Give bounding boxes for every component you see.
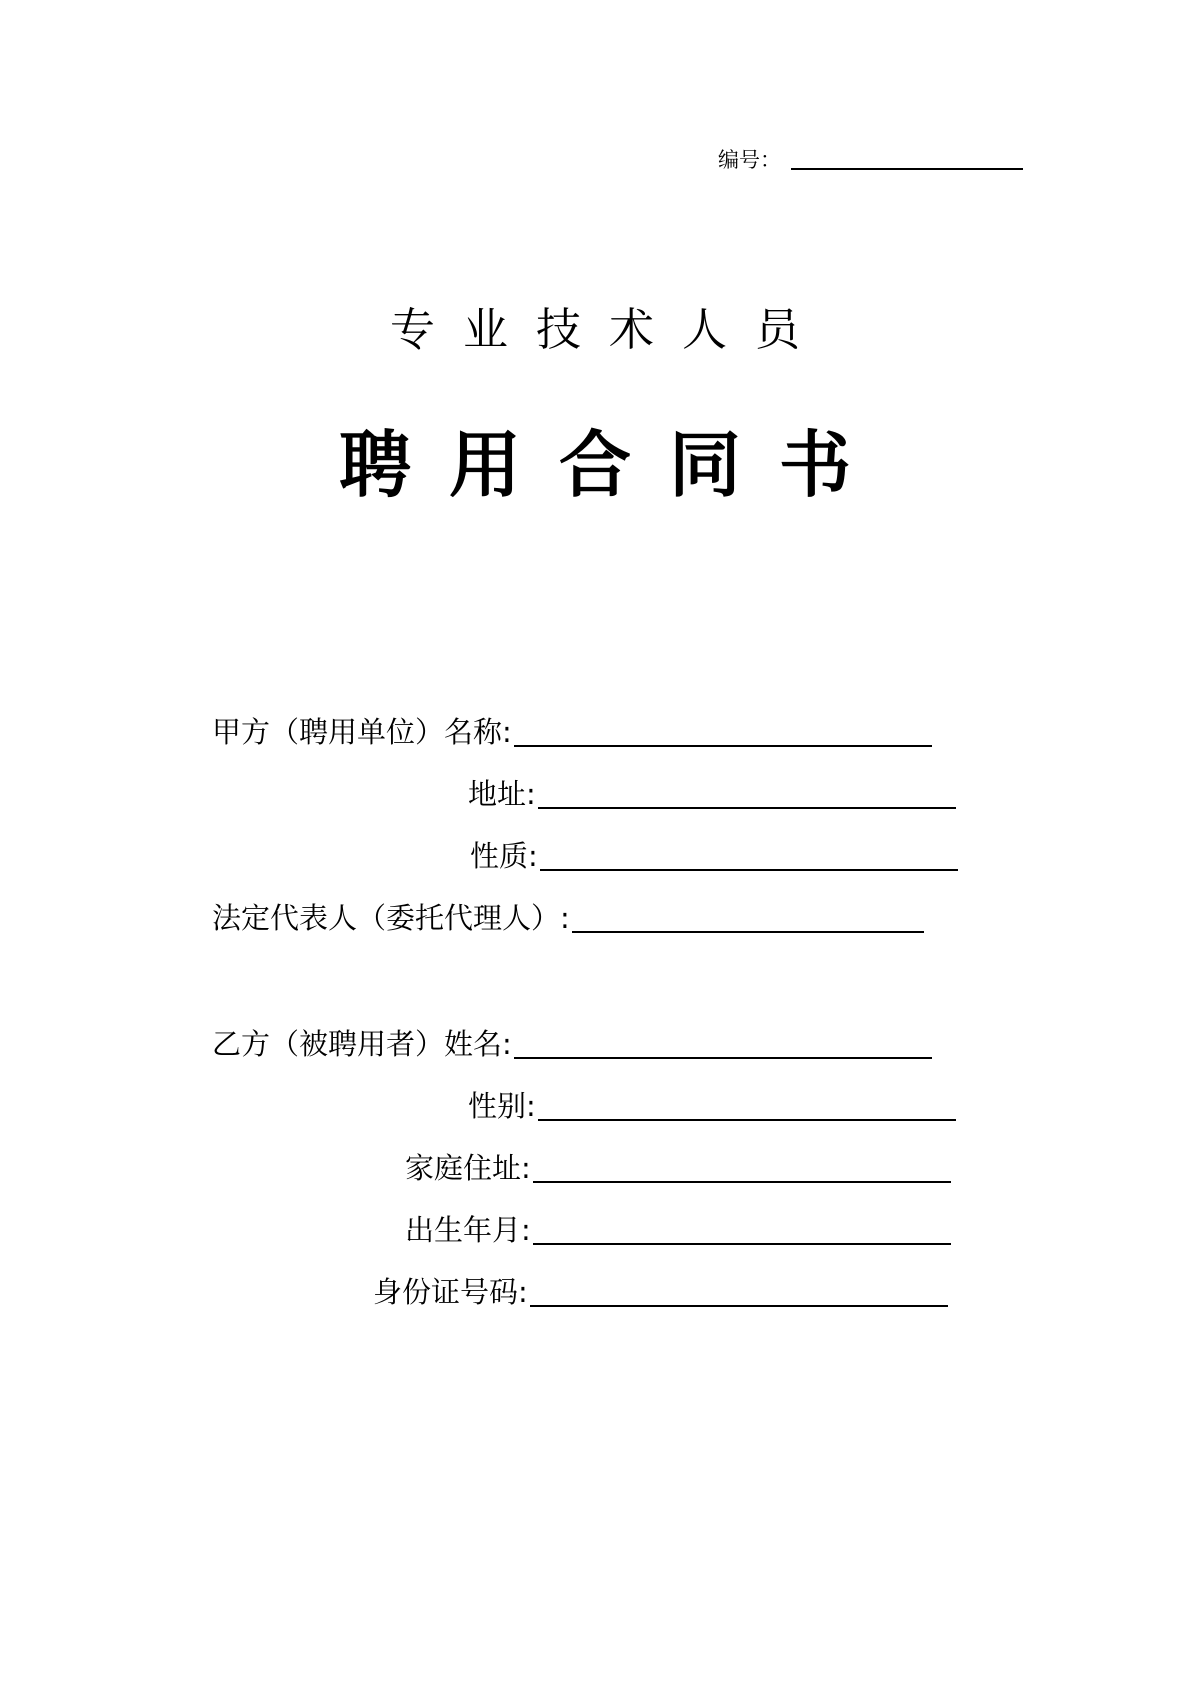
serial-number-label: 编号：: [718, 148, 781, 172]
party-b-id-field: [373, 1270, 948, 1310]
party-a-representative-label: 法定代表人（委托代理人）:: [212, 901, 570, 935]
page-subtitle: 专业技术人员: [389, 303, 828, 356]
party-a-name-blank[interactable]: [514, 745, 932, 747]
party-b-birth-label: 出生年月:: [405, 1213, 531, 1247]
party-b-home-address-blank[interactable]: [533, 1181, 951, 1183]
page-title: 聘用合同书: [338, 423, 889, 507]
party-a-name-label: 甲方（聘用单位）名称:: [212, 715, 512, 749]
party-a-nature-blank[interactable]: [540, 869, 958, 871]
party-a-address-field: [468, 772, 956, 812]
party-a-address-label: 地址:: [468, 777, 536, 811]
party-b-id-blank[interactable]: [530, 1305, 948, 1307]
party-b-id-label: 身份证号码:: [373, 1275, 528, 1309]
party-a-address-blank[interactable]: [538, 807, 956, 809]
party-b-birth-field: [405, 1208, 951, 1248]
party-b-birth-blank[interactable]: [533, 1243, 951, 1245]
party-b-name-field: [212, 1022, 932, 1062]
party-a-representative-field: [212, 896, 924, 936]
party-b-home-address-field: [405, 1146, 951, 1186]
serial-number-blank[interactable]: [791, 168, 1023, 170]
party-a-nature-field: [470, 834, 958, 874]
party-b-home-address-label: 家庭住址:: [405, 1151, 531, 1185]
party-a-name-field: [212, 710, 932, 750]
party-b-gender-field: [468, 1084, 956, 1124]
party-a-nature-label: 性质:: [470, 839, 538, 873]
party-b-name-blank[interactable]: [514, 1057, 932, 1059]
party-b-gender-label: 性别:: [468, 1089, 536, 1123]
serial-number-field: [718, 148, 1023, 172]
party-b-name-label: 乙方（被聘用者）姓名:: [212, 1027, 512, 1061]
party-b-gender-blank[interactable]: [538, 1119, 956, 1121]
party-a-representative-blank[interactable]: [572, 931, 924, 933]
